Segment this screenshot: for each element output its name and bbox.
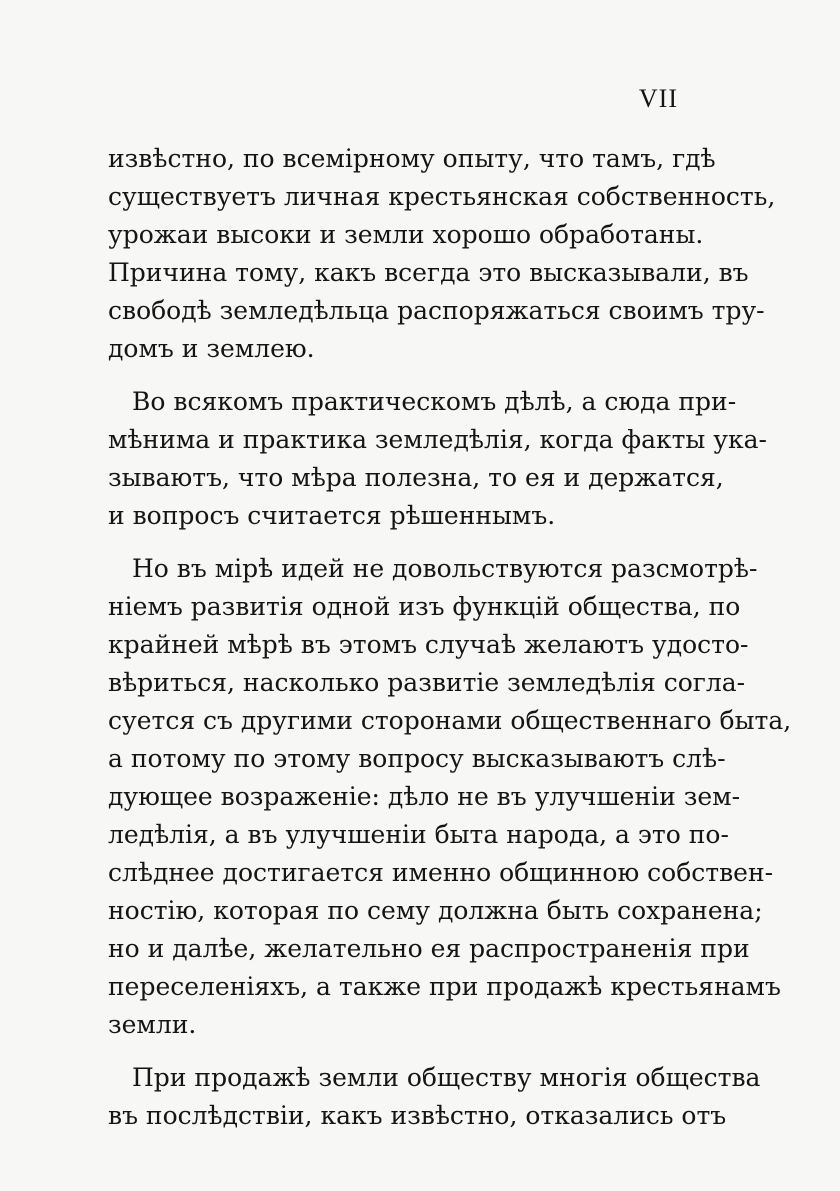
text-line: вѣриться, насколько развитіе земледѣлія согла- [108, 668, 746, 697]
text-line: переселеніяхъ, а также при продажѣ крестьянамъ [108, 972, 781, 1001]
text-line: Но въ мірѣ идей не довольствуются разсмотрѣ- [132, 554, 758, 583]
text-line: зываютъ, что мѣра полезна, то ея и держатся, [108, 463, 724, 492]
text-line: При продажѣ земли обществу многія общества [132, 1063, 761, 1092]
text-line: урожаи высоки и земли хорошо обработаны. [108, 220, 704, 249]
text-line: а потому по этому вопросу высказываютъ слѣ- [108, 744, 726, 773]
text-line: земли. [108, 1010, 197, 1039]
paragraph [108, 140, 776, 368]
text-line: крайней мѣрѣ въ этомъ случаѣ желаютъ удосто- [108, 630, 749, 659]
paragraph [108, 1059, 761, 1135]
paragraph [108, 550, 792, 1044]
text-line: ніемъ развитія одной изъ функцій общества, по [108, 592, 741, 621]
text-line: мѣнима и практика земледѣлія, когда факты ука- [108, 425, 767, 454]
text-line: Во всякомъ практическомъ дѣлѣ, а сюда при- [132, 387, 737, 416]
text-line: и вопросъ считается рѣшеннымъ. [108, 501, 556, 530]
text-line: ледѣлія, а въ улучшеніи быта народа, а это по- [108, 820, 729, 849]
text-line: ностію, которая по сему должна быть сохранена; [108, 896, 763, 925]
text-line: извѣстно, по всемірному опыту, что тамъ, гдѣ [108, 144, 716, 173]
text-line: Причина тому, какъ всегда это высказывали, въ [108, 258, 749, 287]
text-line: домъ и землею. [108, 334, 315, 363]
body-text [108, 140, 792, 1135]
text-line: но и далѣе, желательно ея распространенія при [108, 934, 750, 963]
text-line: свободѣ земледѣльца распоряжаться своимъ тру- [108, 296, 765, 325]
paragraph [108, 383, 767, 535]
text-line: въ послѣдствіи, какъ извѣстно, отказались отъ [108, 1101, 727, 1130]
page-number: VII [638, 84, 678, 113]
text-line: суется съ другими сторонами общественнаго быта, [108, 706, 792, 735]
text-line: слѣднее достигается именно общинною собствен- [108, 858, 774, 887]
text-line: существуетъ личная крестьянская собственность, [108, 182, 776, 211]
text-line: дующее возраженіе: дѣло не въ улучшеніи зем- [108, 782, 741, 811]
